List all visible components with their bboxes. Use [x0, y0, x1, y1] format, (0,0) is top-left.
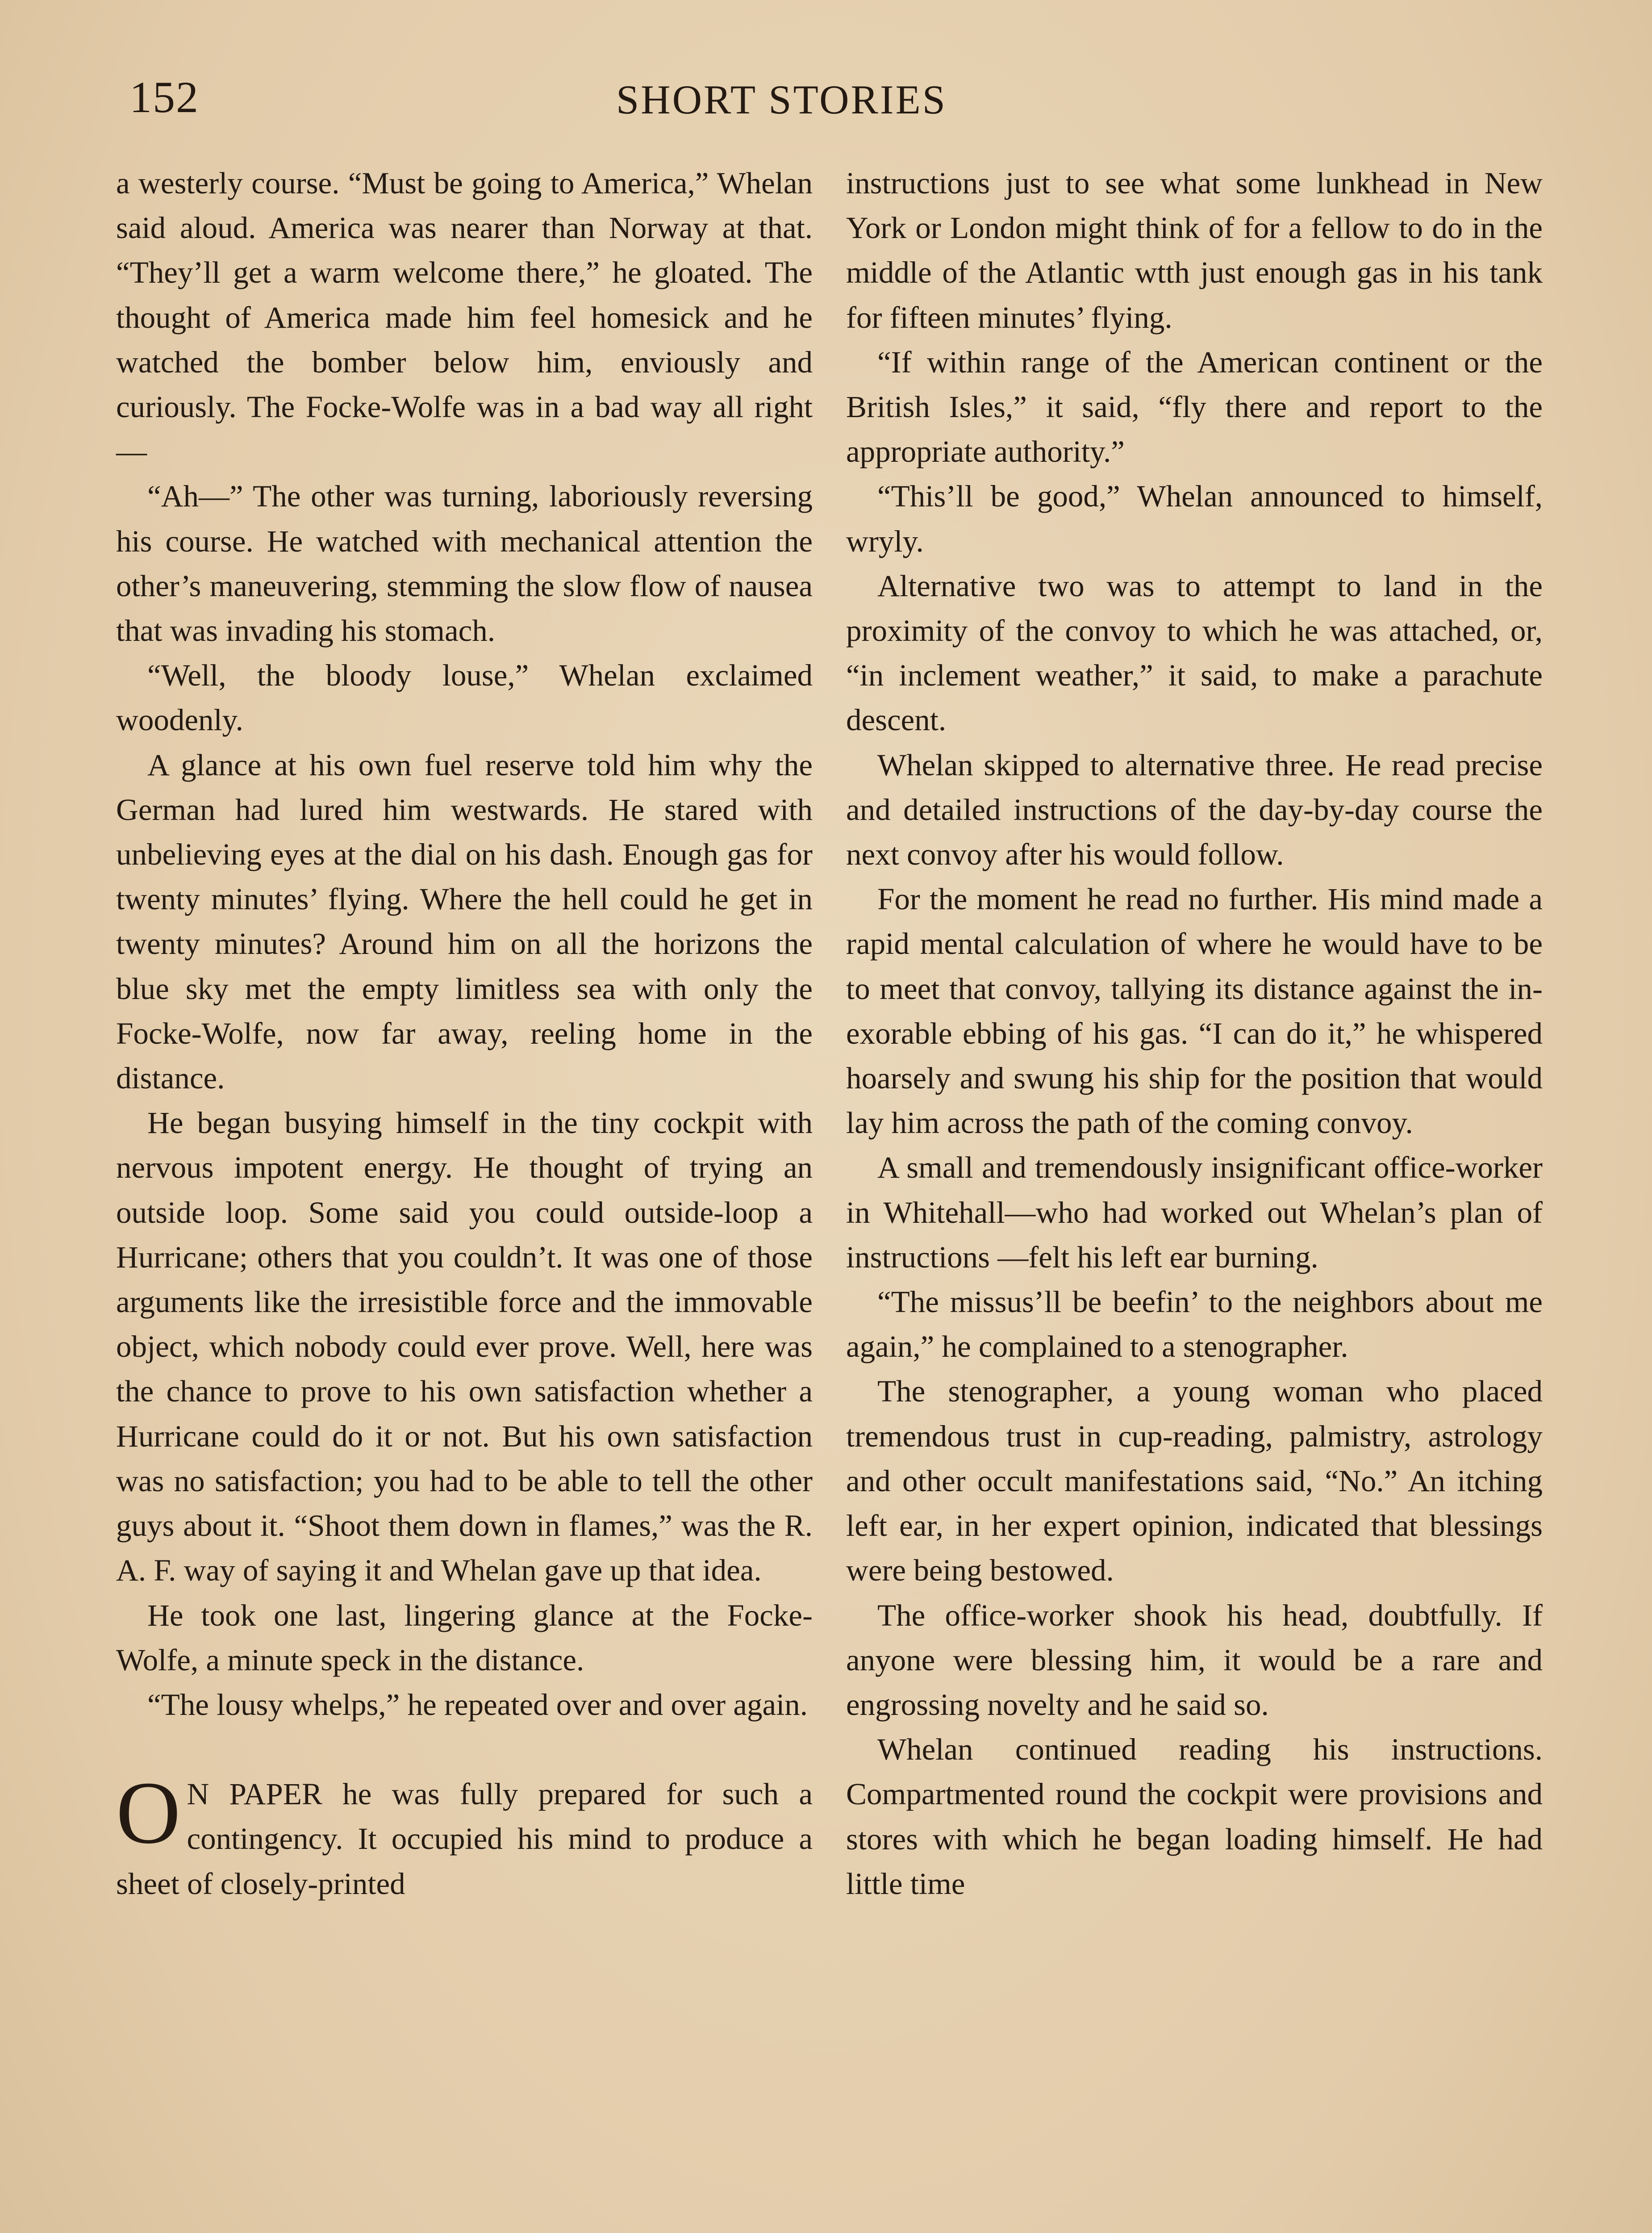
paragraph: Whelan skipped to alternative three. He read precise and detailed instructions of the day-by-day course the next convoy after his would follow. [846, 748, 1543, 872]
right-column [846, 161, 1543, 1906]
section-opening-text: N PAPER he was fully prepared for such a contingency. It occupied his mind to produce a sheet of closely-printed [116, 1777, 813, 1901]
page-number: 152 [129, 72, 199, 122]
paragraph: He took one last, lingering glance at the Focke-Wolfe, a minute speck in the distance. [116, 1598, 813, 1677]
running-head: SHORT STORIES [616, 77, 947, 122]
paragraph: a westerly course. “Must be going to America,” Whelan said aloud. America was nearer than Norway at that. “They’ll get a warm welcome there,” he gloated. The thought of America made him feel homesick and he watched the bomber below him, enviously and curiously. The Focke-Wolfe was in a bad way all right— [116, 166, 813, 469]
paragraph: A small and tremendously insignificant office-worker in Whitehall—who had worked out Whelan’s plan of instructions —felt his left ear burning. [846, 1150, 1543, 1274]
drop-cap: O [116, 1764, 181, 1863]
paragraph: A glance at his own fuel reserve told him why the German had lured him westwards. He stared with unbelieving eyes at the dial on his dash. Enough gas for twenty minutes’ flying. Where the hell could he get in twenty minutes? Around him on all the horizons the blue sky met the empty limitless sea with only the Focke-Wolfe, now far away, reeling home in the distance. [116, 748, 813, 1096]
left-column [116, 161, 813, 1906]
paragraph: instructions just to see what some lunkhead in New York or London might think of for a fellow to do in the middle of the Atlantic wtth just enough gas in his tank for fifteen minutes’ flying. [846, 166, 1543, 335]
paragraph: “This’ll be good,” Whelan announced to himself, wryly. [846, 479, 1543, 558]
paragraph: For the moment he read no further. His mind made a rapid mental calculation of where he would have to be to meet that convoy, tallying its distance against the inexorable ebbing of his gas. “I can do it,” he whispered hoarsely and swung his ship for the position that would lay him across the path of the coming convoy. [846, 882, 1543, 1140]
paragraph: The stenographer, a young woman who placed tremendous trust in cup-reading, palmistry, astrology and other occult manifestations said, “No.” An itching left ear, in her expert opinion, indicated that blessings were being bestowed. [846, 1374, 1543, 1588]
paragraph: “Ah—” The other was turning, laboriously reversing his course. He watched with mechanical attention the other’s maneuvering, stemming the slow flow of nausea that was invading his stomach. [116, 479, 813, 648]
section-opening-paragraph [116, 1764, 813, 1906]
paragraph: “Well, the bloody louse,” Whelan exclaimed woodenly. [116, 658, 813, 737]
paragraph: “The lousy whelps,” he repeated over and over again. [147, 1687, 808, 1722]
paragraph: He began busying himself in the tiny cockpit with nervous impotent energy. He thought of trying an outside loop. Some said you could outside-loop a Hurricane; others that you couldn’t. It was one of those arguments like the irresistible force and the immovable object, which nobody could ever prove. Well, here was the chance to prove to his own satisfaction whether a Hurricane could do it or not. But his own satisfaction was no satisfaction; you had to be able to tell the other guys about it. “Shoot them down in flames,” was the R. A. F. way of saying it and Whelan gave up that idea. [116, 1106, 813, 1588]
paragraph: Whelan continued reading his instructions. Compartmented round the cockpit were provisions and stores with which he began loading himself. He had little time [846, 1732, 1543, 1901]
paragraph: “The missus’ll be beefin’ to the neighbors about me again,” he complained to a stenographer. [846, 1285, 1543, 1364]
paragraph: “If within range of the American continent or the British Isles,” it said, “fly there and report to the appropriate authority.” [846, 345, 1543, 469]
page-header [0, 58, 1652, 147]
paragraph: Alternative two was to attempt to land in the proximity of the convoy to which he was attached, or, “in inclement weather,” it said, to make a parachute descent. [846, 569, 1543, 737]
paragraph: The office-worker shook his head, doubtfully. If anyone were blessing him, it would be a rare and engrossing novelty and he said so. [846, 1598, 1543, 1722]
